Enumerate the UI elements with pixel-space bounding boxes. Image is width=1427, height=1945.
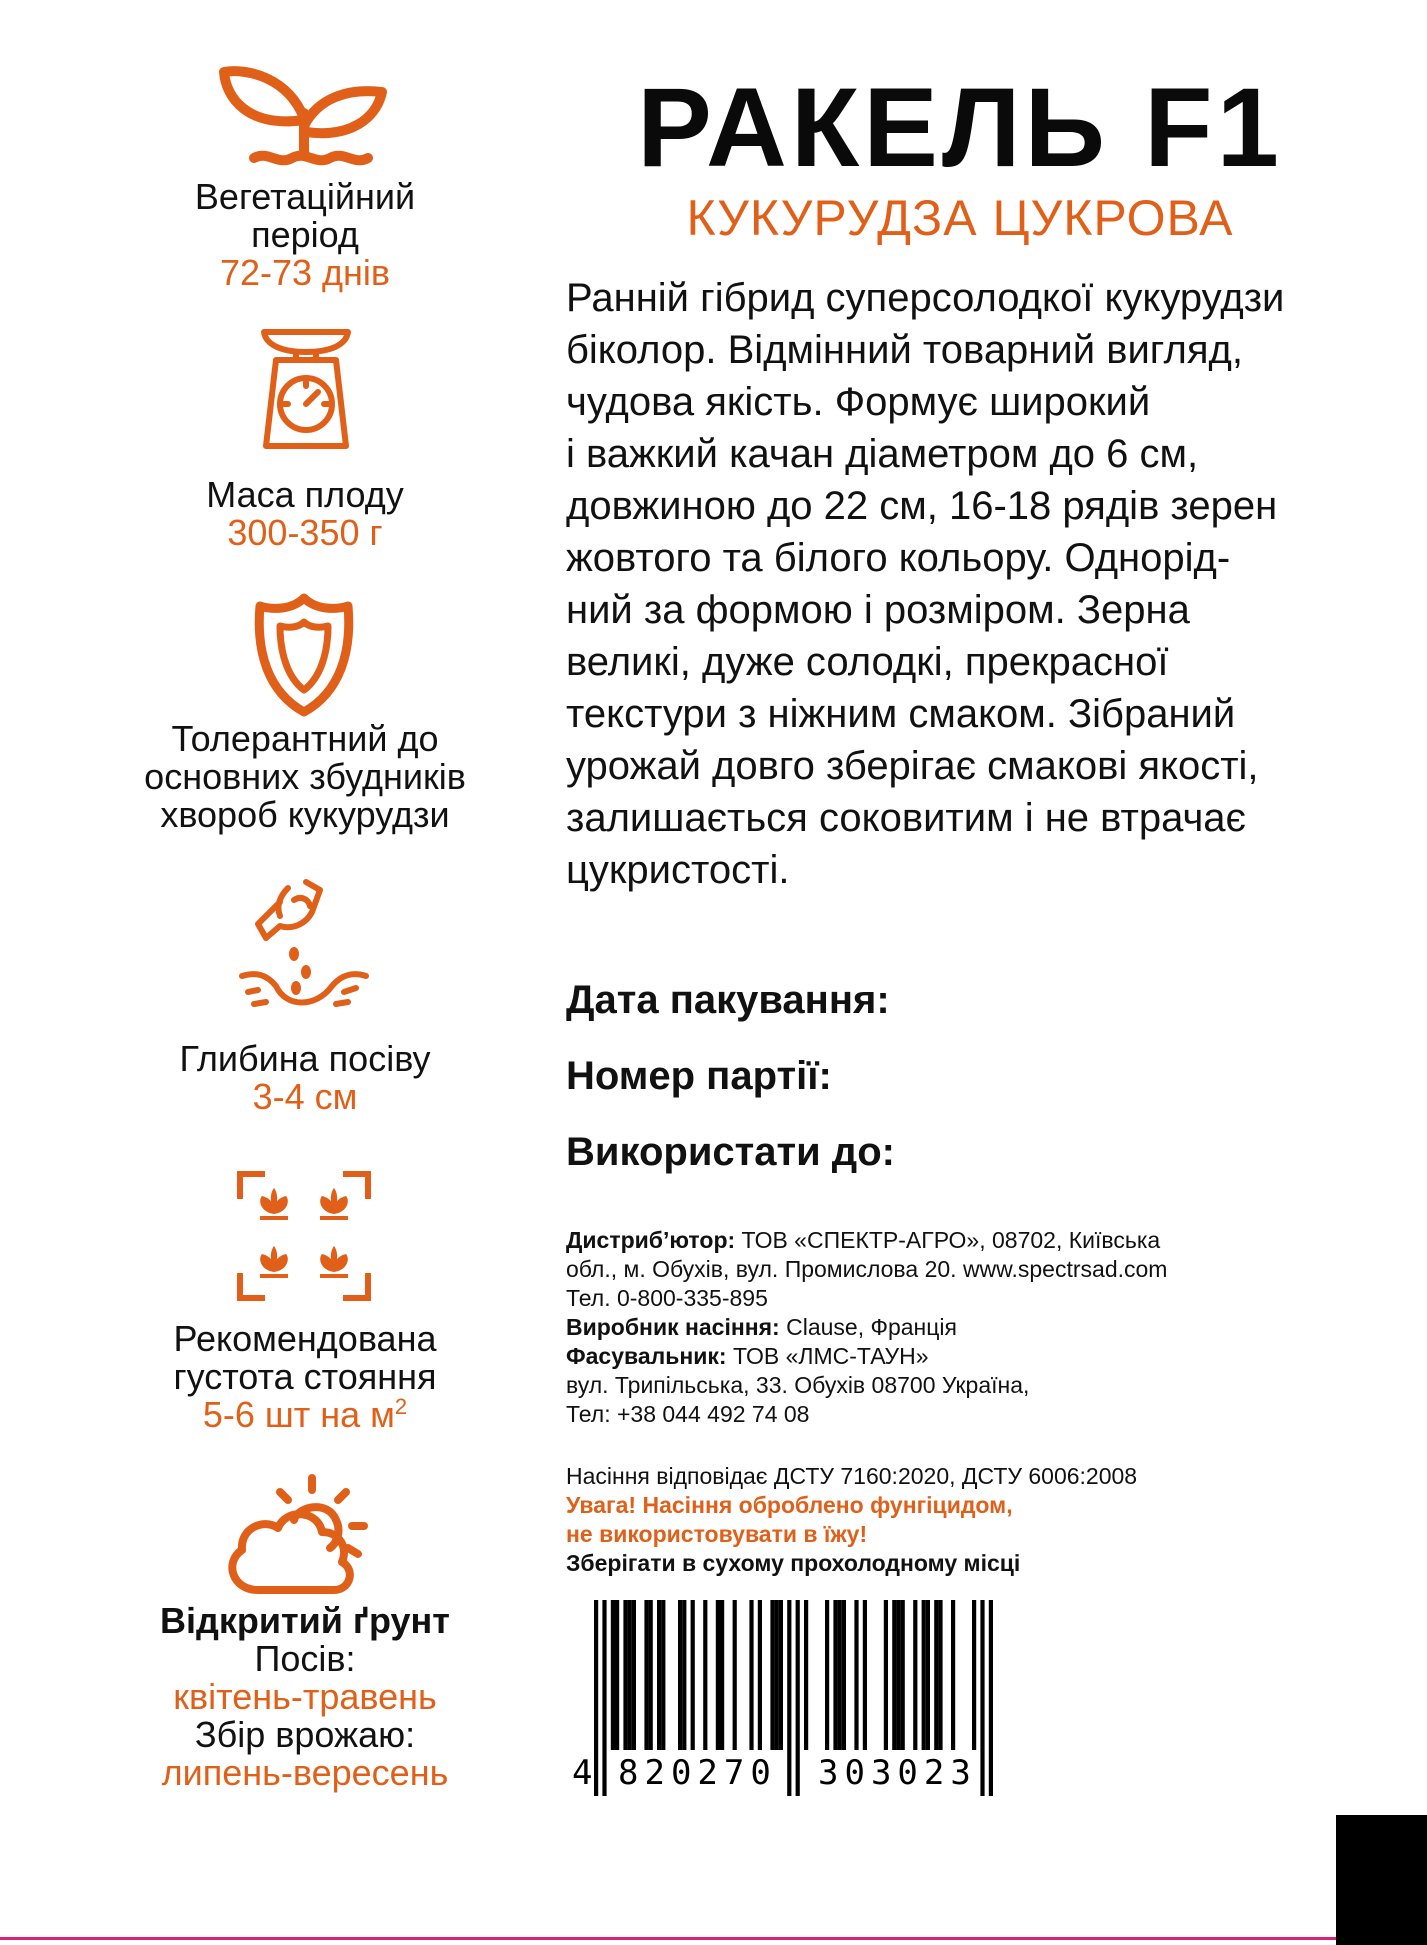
shield-icon bbox=[252, 592, 356, 718]
packer-phone: Тел: +38 044 492 74 08 bbox=[566, 1401, 810, 1427]
tolerance-line-2: основних збудників bbox=[144, 756, 466, 797]
density-value: 5-6 шт на $м^2$ bbox=[202, 1394, 408, 1435]
packing-date-field: Дата пакування: bbox=[566, 978, 890, 1022]
barcode-bar bbox=[678, 1600, 682, 1750]
storage-note: Зберігати в сухому прохолодному місці bbox=[566, 1550, 1021, 1576]
barcode-bar bbox=[775, 1600, 779, 1750]
ground-title: Відкритий ґрунт bbox=[160, 1600, 450, 1641]
feature-ground bbox=[100, 1602, 510, 1792]
barcode-bar bbox=[749, 1600, 753, 1750]
feature-vegetation bbox=[100, 178, 510, 292]
corner-black-block bbox=[1336, 1815, 1427, 1945]
description-line: довжиною до 22 см, 16-18 рядів зерен bbox=[566, 484, 1278, 528]
fruit-mass-label: Маса плоду bbox=[206, 474, 404, 515]
sowing-depth-label: Глибина посіву bbox=[179, 1038, 431, 1079]
description-line: і важкий качан діаметром до 6 см, bbox=[566, 432, 1199, 476]
product-subtitle: КУКУРУДЗА ЦУКРОВА bbox=[686, 190, 1234, 246]
barcode-bar bbox=[632, 1600, 636, 1750]
sun-cloud-icon bbox=[218, 1470, 378, 1596]
use-before-field: Використати до: bbox=[566, 1130, 895, 1174]
barcode-bar bbox=[770, 1600, 774, 1750]
barcode-bar bbox=[615, 1600, 619, 1750]
feature-density bbox=[100, 1320, 510, 1434]
barcode-graphic bbox=[566, 1600, 1036, 1800]
barcode bbox=[566, 1600, 1036, 1800]
scale-icon bbox=[258, 326, 354, 452]
description-line: цукристості. bbox=[566, 848, 790, 892]
company-info bbox=[566, 1226, 1326, 1429]
barcode-bar bbox=[892, 1600, 896, 1750]
barcode-bar bbox=[896, 1600, 900, 1750]
density-label-1: Рекомендована bbox=[173, 1318, 437, 1359]
density-label-2: густота стояння bbox=[173, 1356, 437, 1397]
packer-value: ТОВ «ЛМС-ТАУН» bbox=[726, 1343, 929, 1369]
barcode-bar bbox=[649, 1600, 653, 1750]
barcode-bar bbox=[758, 1600, 762, 1750]
harvest-period-value: липень-вересень bbox=[161, 1752, 449, 1793]
description-line: жовтого та білого кольору. Однорід- bbox=[566, 536, 1231, 580]
barcode-bar bbox=[901, 1600, 905, 1750]
sowing-period-value: квітень-травень bbox=[173, 1676, 437, 1717]
description-line: біколор. Відмінний товарний вигляд, bbox=[566, 328, 1243, 372]
barcode-bar bbox=[951, 1600, 955, 1750]
feature-fruit-mass bbox=[100, 476, 510, 552]
barcode-bar bbox=[884, 1600, 888, 1750]
barcode-bar bbox=[720, 1600, 724, 1750]
plant-grid-icon bbox=[236, 1170, 372, 1302]
barcode-first-digit: 4 bbox=[572, 1753, 593, 1793]
batch-number-field: Номер партії: bbox=[566, 1054, 832, 1098]
warning-line-2: не використовувати в їжу! bbox=[566, 1521, 868, 1547]
tolerance-line-3: хвороб кукурудзи bbox=[160, 794, 450, 835]
standard-note: Насіння відповідає ДСТУ 7160:2020, ДСТУ 6006:2008 bbox=[566, 1463, 1138, 1489]
packer-address: вул. Трипільська, 33. Обухів 08700 Україна, bbox=[566, 1372, 1030, 1398]
distributor-label: Дистриб’ютор: bbox=[566, 1227, 736, 1253]
barcode-bar bbox=[657, 1600, 661, 1750]
bottom-edge-line bbox=[0, 1937, 1336, 1940]
barcode-bar bbox=[922, 1600, 926, 1750]
feature-tolerance bbox=[100, 720, 510, 834]
distributor-phone: Тел. 0-800-335-895 bbox=[566, 1285, 768, 1311]
sowing-depth-value: 3-4 см bbox=[252, 1076, 358, 1117]
description-line: текстури з ніжним смаком. Зібраний bbox=[566, 692, 1236, 736]
barcode-bar bbox=[938, 1600, 942, 1750]
barcode-bar bbox=[838, 1600, 842, 1750]
barcode-bar bbox=[934, 1600, 938, 1750]
barcode-bar bbox=[661, 1600, 665, 1750]
description-line: чудова якість. Формує широкий bbox=[566, 380, 1151, 424]
barcode-bar bbox=[804, 1600, 808, 1750]
description-line: ний за формою і розміром. Зерна bbox=[566, 588, 1190, 632]
description-line: великі, дуже солодкі, прекрасної bbox=[566, 640, 1169, 684]
barcode-bar bbox=[628, 1600, 632, 1750]
barcode-bar bbox=[682, 1600, 686, 1750]
barcode-bar bbox=[842, 1600, 846, 1750]
product-title: РАКЕЛЬ F1 bbox=[637, 65, 1283, 190]
barcode-left-digits: 820270 bbox=[618, 1753, 777, 1793]
barcode-bar bbox=[972, 1600, 976, 1750]
barcode-bar bbox=[733, 1600, 737, 1750]
sowing-hand-icon bbox=[236, 876, 372, 1024]
warning-line-1: Увага! Насіння оброблено фунгіцидом, bbox=[566, 1492, 1013, 1518]
product-description bbox=[566, 272, 1366, 896]
notes bbox=[566, 1462, 1326, 1578]
feature-sowing-depth bbox=[100, 1040, 510, 1116]
barcode-bar bbox=[611, 1600, 615, 1750]
barcode-bar bbox=[644, 1600, 648, 1750]
harvest-period-label: Збір врожаю: bbox=[194, 1714, 416, 1755]
sowing-period-label: Посів: bbox=[254, 1638, 356, 1679]
producer-value: Clause, Франція bbox=[779, 1314, 957, 1340]
barcode-bar bbox=[796, 1600, 800, 1796]
barcode-bar bbox=[980, 1600, 984, 1796]
barcode-bar bbox=[825, 1600, 829, 1750]
fruit-mass-value: 300-350 г bbox=[227, 512, 383, 553]
description-line: урожай довго зберігає смакові якості, bbox=[566, 744, 1259, 788]
vegetation-label-2: період bbox=[251, 214, 359, 255]
barcode-bar bbox=[913, 1600, 917, 1750]
sprout-icon bbox=[218, 58, 390, 170]
barcode-bar bbox=[691, 1600, 695, 1750]
distributor-value: ТОВ «СПЕКТР-АГРО», 08702, Київська bbox=[735, 1227, 1161, 1253]
distributor-address: обл., м. Обухів, вул. Промислова 20. www.spectrsad.com bbox=[566, 1256, 1168, 1282]
packer-label: Фасувальник: bbox=[566, 1343, 727, 1369]
vegetation-label-1: Вегетаційний bbox=[194, 176, 416, 217]
producer-label: Виробник насіння: bbox=[566, 1314, 780, 1340]
barcode-bar bbox=[716, 1600, 720, 1750]
barcode-bar bbox=[854, 1600, 858, 1750]
barcode-bar bbox=[926, 1600, 930, 1750]
description-line: залишається соковитим і не втрачає bbox=[566, 796, 1246, 840]
barcode-bar bbox=[779, 1600, 783, 1750]
barcode-bar bbox=[623, 1600, 627, 1750]
barcode-bar bbox=[594, 1600, 598, 1796]
vegetation-value: 72-73 днів bbox=[219, 252, 391, 293]
barcode-bar bbox=[703, 1600, 707, 1750]
description-line: Ранній гібрид суперсолодкої кукурудзи bbox=[566, 276, 1285, 320]
barcode-bar bbox=[833, 1600, 837, 1750]
tolerance-line-1: Толерантний до bbox=[171, 718, 439, 759]
barcode-bar bbox=[863, 1600, 867, 1750]
barcode-bar bbox=[989, 1600, 993, 1796]
barcode-bar bbox=[602, 1600, 606, 1796]
barcode-bar bbox=[787, 1600, 791, 1796]
barcode-right-digits: 303023 bbox=[818, 1753, 977, 1793]
